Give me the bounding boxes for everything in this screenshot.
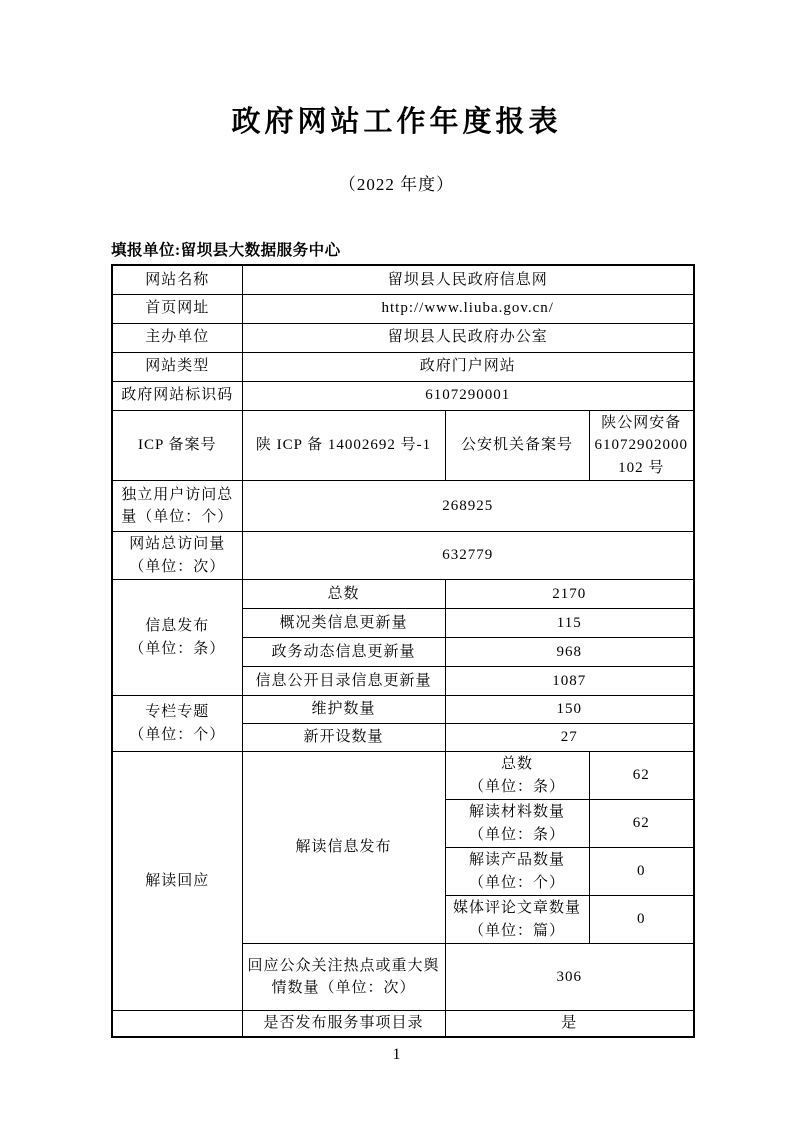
new-count-value: 27 (445, 724, 694, 752)
table-row (112, 481, 694, 532)
media-comment-unit: （单位：篇） (468, 922, 565, 939)
overview-update-value: 115 (445, 609, 694, 638)
table-row (112, 696, 694, 724)
unique-visitors-label: 独立用户访问总量（单位：个） (112, 481, 242, 532)
homepage-url-label: 首页网址 (112, 294, 242, 323)
interp-product-value: 0 (589, 848, 694, 896)
page-title: 政府网站工作年度报表 (231, 106, 562, 138)
total-visits-label (112, 532, 242, 580)
icp-label: ICP 备案号 (112, 410, 242, 481)
media-comment-label (445, 896, 589, 944)
interp-product-unit: （单位：个） (468, 874, 565, 891)
total-visits-label-text: 网站总访问量 (129, 536, 226, 552)
maintained-count-value: 150 (445, 696, 694, 724)
table-row (112, 580, 694, 609)
table-row (112, 294, 694, 323)
hot-response-label: 回应公众关注热点或重大舆情数量（单位：次） (242, 944, 445, 1011)
annual-report-table (111, 264, 695, 1038)
interp-material-label (445, 800, 589, 848)
interpretation-label: 解读回应 (112, 752, 242, 1011)
interpretation-publish-label: 解读信息发布 (242, 752, 445, 944)
site-id-value: 6107290001 (242, 381, 694, 410)
interp-product-label (445, 848, 589, 896)
special-columns-label-text: 专栏专题 (145, 704, 210, 720)
website-type-label: 网站类型 (112, 352, 242, 381)
info-release-unit: （单位：条） (129, 640, 226, 657)
interp-material-unit: （单位：条） (468, 826, 565, 843)
interp-total-label-text: 总数 (500, 756, 533, 772)
interp-material-value: 62 (589, 800, 694, 848)
interp-material-label-text: 解读材料数量 (468, 804, 565, 820)
new-count-label: 新开设数量 (242, 724, 445, 752)
website-name-label: 网站名称 (112, 265, 242, 294)
table-row (112, 1011, 694, 1037)
interp-total-value: 62 (589, 752, 694, 800)
hot-response-value: 306 (445, 944, 694, 1011)
special-columns-label (112, 696, 242, 752)
organizer-value: 留坝县人民政府办公室 (242, 323, 694, 352)
gov-dynamic-update-value: 968 (445, 638, 694, 667)
table-row (112, 410, 694, 481)
website-name-value: 留坝县人民政府信息网 (242, 265, 694, 294)
interp-total-label (445, 752, 589, 800)
info-release-label-text: 信息发布 (145, 618, 210, 634)
maintained-count-label: 维护数量 (242, 696, 445, 724)
table-row (112, 381, 694, 410)
special-columns-unit: （单位：个） (129, 726, 226, 743)
homepage-url-value: http://www.liuba.gov.cn/ (242, 294, 694, 323)
table-row (112, 752, 694, 800)
open-directory-update-label: 信息公开目录信息更新量 (242, 667, 445, 696)
police-filing-value: 陕公网安备 61072902000 102 号 (589, 410, 694, 481)
total-visits-value: 632779 (242, 532, 694, 580)
gov-dynamic-update-label: 政务动态信息更新量 (242, 638, 445, 667)
media-comment-label-text: 媒体评论文章数量 (452, 900, 581, 916)
unique-visitors-value: 268925 (242, 481, 694, 532)
info-total-value: 2170 (445, 580, 694, 609)
interp-product-label-text: 解读产品数量 (468, 852, 565, 868)
overview-update-label: 概况类信息更新量 (242, 609, 445, 638)
total-visits-unit: （单位：次） (129, 558, 226, 575)
table-row (112, 532, 694, 580)
table-row (112, 265, 694, 294)
info-total-label: 总数 (242, 580, 445, 609)
empty-cell (112, 1011, 242, 1037)
open-directory-update-value: 1087 (445, 667, 694, 696)
table-row (112, 352, 694, 381)
reporting-unit-label: 填报单位:留坝县大数据服务中心 (111, 242, 341, 259)
icp-value: 陕 ICP 备 14002692 号-1 (242, 410, 445, 481)
service-directory-label: 是否发布服务事项目录 (242, 1011, 445, 1037)
service-directory-value: 是 (445, 1011, 694, 1037)
website-type-value: 政府门户网站 (242, 352, 694, 381)
media-comment-value: 0 (589, 896, 694, 944)
interp-total-unit: （单位：条） (468, 778, 565, 795)
page-subtitle: （2022 年度） (338, 175, 455, 194)
organizer-label: 主办单位 (112, 323, 242, 352)
table-row (112, 323, 694, 352)
page-number: 1 (392, 1046, 401, 1063)
site-id-label: 政府网站标识码 (112, 381, 242, 410)
police-filing-label: 公安机关备案号 (445, 410, 589, 481)
info-release-label (112, 580, 242, 696)
